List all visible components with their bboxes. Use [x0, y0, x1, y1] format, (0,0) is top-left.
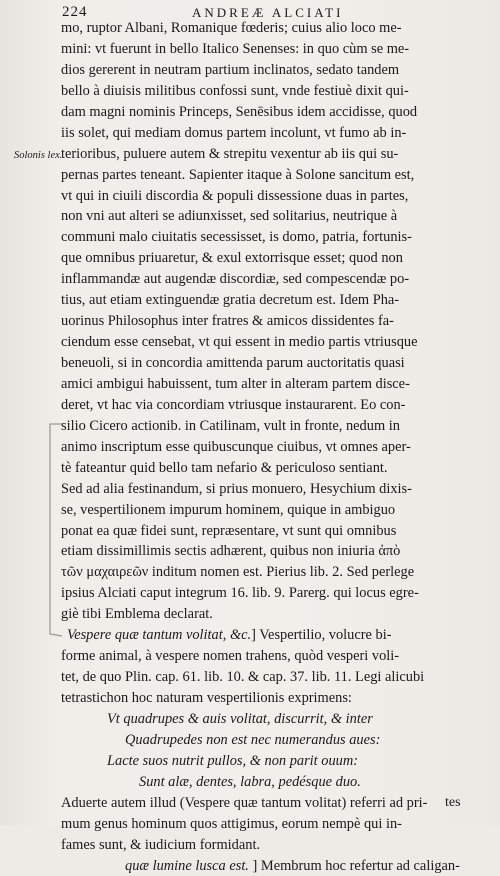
text-line: se, vespertilionem impurum hominem, quique in ambiguo	[61, 500, 486, 521]
text-line: mum genus hominum quos attigimus, eorum nempè qui in-	[61, 814, 486, 835]
text-line: pernas partes teneant. Sapienter itaque à Solone sancitum est,	[61, 165, 486, 186]
text-line: quæ lumine lusca est. ] Membrum hoc refertur ad caligan-	[61, 856, 486, 876]
text-line: Sunt alæ, dentes, labra, pedésque duo.	[61, 772, 486, 793]
text-line: beneuoli, si in concordia amittenda parum auctoritatis quasi	[61, 353, 486, 374]
text-line: tet, de quo Plin. cap. 61. lib. 10. & cap. 37. lib. 11. Legi alicubi	[61, 667, 486, 688]
text-line: Aduerte autem illud (Vespere quæ tantum volitat) referri ad pri-	[61, 793, 486, 814]
text-line: forme animal, à vespere nomen trahens, quòd vesperi voli-	[61, 646, 486, 667]
text-line: non vni aut alteri se adiunxisset, sed solitarius, neutrique à	[61, 206, 486, 227]
text-line: inflammandæ aut augendæ discordiæ, sed compescendæ po-	[61, 269, 486, 290]
text-line: ciendum esse censebat, vt qui essent in medio partis vtriusque	[61, 332, 486, 353]
text-line: τῶν μαχαιρεῶν inditum nomen est. Pierius lib. 2. Sed perlege	[61, 562, 486, 583]
text-line: animo inscriptum esse quibuscunque ciuibus, vt omnes aper-	[61, 437, 486, 458]
text-line: iis solet, qui mediam domus partem incolunt, vt fumo ab in-	[61, 123, 486, 144]
text-line: tetrastichon hoc naturam vespertilionis exprimens:	[61, 688, 486, 709]
text-line: tè fateantur quid bello tam nefario & periculoso sentiant.	[61, 458, 486, 479]
text-line: silio Cicero actionib. in Catilinam, vult in fronte, nedum in	[61, 416, 486, 437]
text-line: dam magni nominis Princeps, Senēsibus idem accidisse, quod	[61, 102, 486, 123]
text-line: que omnibus priuaretur, & exul extorrisque esset; quod non	[61, 248, 486, 269]
text-line: bello à diuisis militibus confossi sunt, vnde festiuè dixit qui-	[61, 81, 486, 102]
text-line: amici ambigui habuissent, tum alter in alteram partem disce-	[61, 374, 486, 395]
text-line: tius, aut etiam extinguendæ gratia decretum est. Idem Pha-	[61, 290, 486, 311]
lemma-phrase: quæ lumine lusca est.	[125, 858, 249, 874]
lemma-phrase: Vespere quæ tantum volitat, &c.	[67, 627, 251, 643]
text-line: deret, vt hac via concordiam vtriusque instaurarent. Eo con-	[61, 395, 486, 416]
text-line: ponat ea quæ fidei sunt, repræsentare, vt sunt qui omnibus	[61, 521, 486, 542]
text-line: uorinus Philosophus inter fratres & amicos dissidentes fa-	[61, 311, 486, 332]
text-line: dios gererent in neutram partium inclinatos, sedato tandem	[61, 60, 486, 81]
page-number: 224	[62, 4, 88, 21]
text-line: giè tibi Emblema declarat.	[61, 604, 486, 625]
text-line: terioribus, puluere autem & strepitu vexentur ab iis qui su-	[61, 144, 486, 165]
text-line: Vespere quæ tantum volitat, &c.] Vespertilio, volucre bi-	[61, 625, 486, 646]
text-line: Quadrupedes non est nec numerandus aues:	[61, 730, 486, 751]
text-line: mini: vt fuerunt in bello Italico Senenses: in quo cùm se me-	[61, 39, 486, 60]
text-line: Lacte suos nutrit pullos, & non parit ouum:	[61, 751, 486, 772]
text-line: fames sunt, & iudicium formidant.	[61, 835, 486, 856]
text-line: vt qui in ciuili discordia & populi dissessione duas in partes,	[61, 186, 486, 207]
running-head: ANDREÆ ALCIATI	[192, 5, 343, 21]
text-line: mo, ruptor Albani, Romanique fœderis; cuius alio loco me-	[61, 18, 486, 39]
body-text	[61, 18, 486, 876]
text-line: communi malo ciuitatis secessisset, is domo, patria, fortunis-	[61, 227, 486, 248]
text-line: ipsius Alciati caput integrum 16. lib. 9. Parerg. qui locus egre-	[61, 583, 486, 604]
text-line: etiam dissimillimis sectis adhærent, quibus non iniuria ἀπὸ	[61, 541, 486, 562]
text-line: Sed ad alia festinandum, si prius monuero, Hesychium dixis-	[61, 479, 486, 500]
margin-note: Solonis lex.	[14, 150, 62, 161]
text-line: Vt quadrupes & auis volitat, discurrit, & inter	[61, 709, 486, 730]
catchword: tes	[445, 795, 461, 811]
